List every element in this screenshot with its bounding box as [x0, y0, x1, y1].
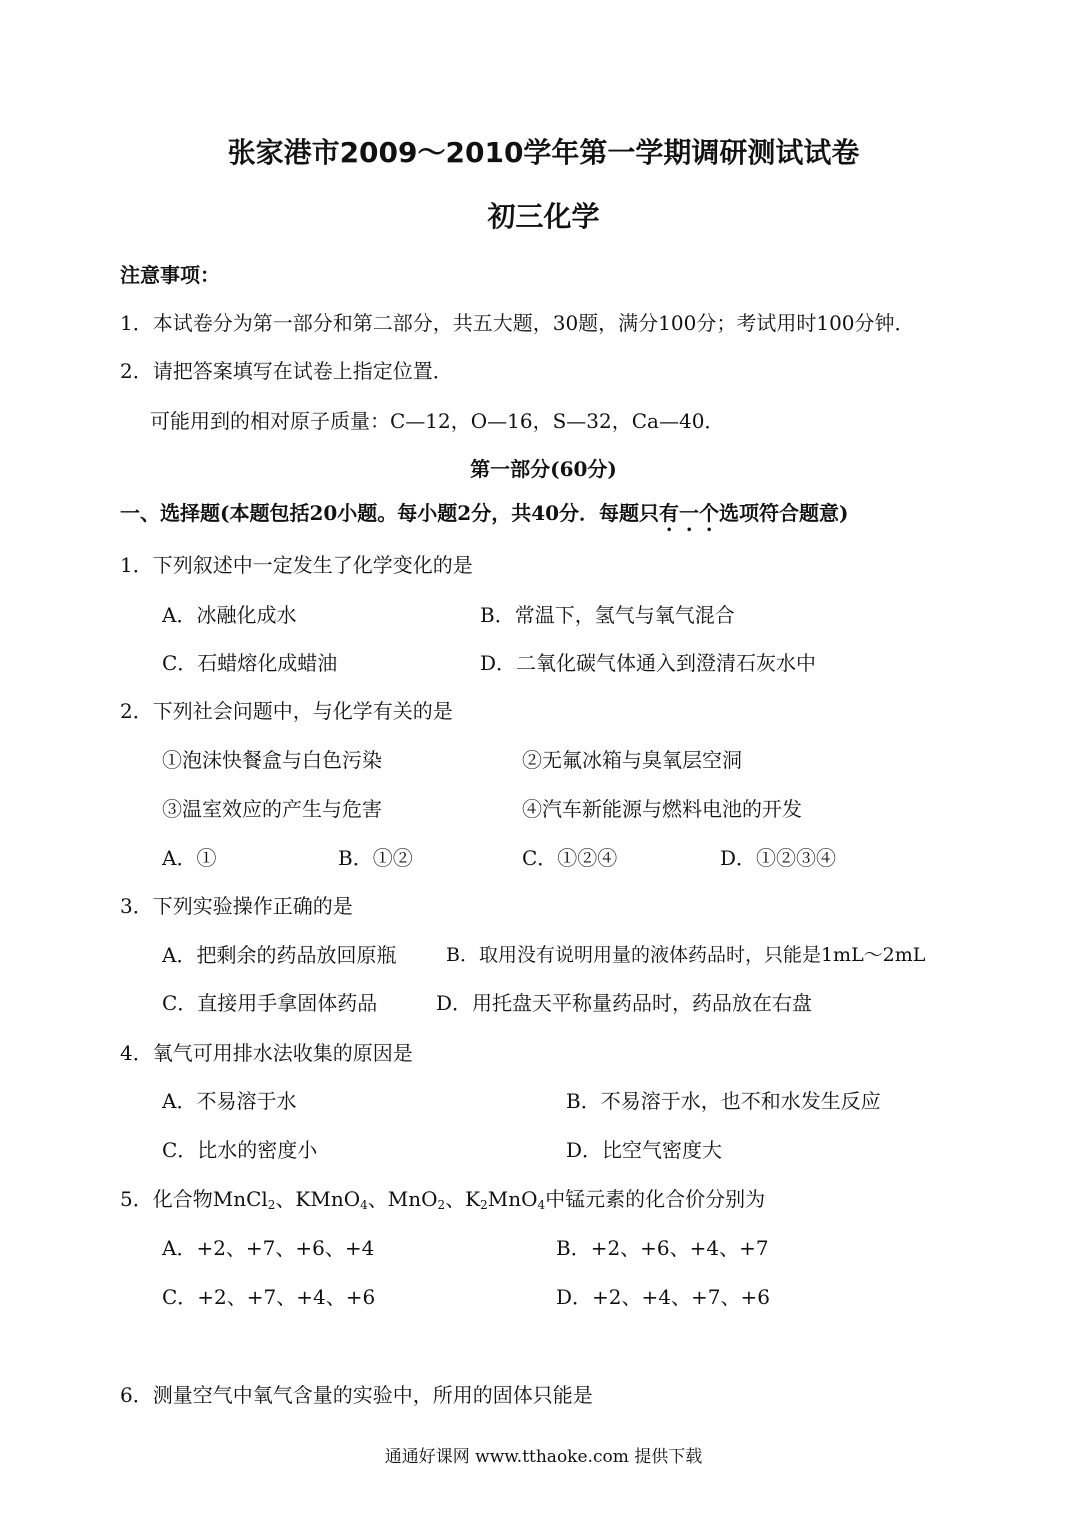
- question-3-option-c: C．直接用手拿固体药品: [162, 991, 378, 1015]
- question-5-stem: [120, 1186, 765, 1212]
- q5-subscript: 2: [437, 1198, 446, 1212]
- q5-subscript: 4: [360, 1198, 368, 1212]
- part-one-heading: 第一部分(60分): [470, 457, 617, 481]
- question-2-option-c: C．①②④: [522, 846, 618, 870]
- question-5-option-b: B．+2、+6、+4、+7: [556, 1236, 769, 1260]
- notice-item-1: 1．本试卷分为第一部分和第二部分，共五大题，30题，满分100分；考试用时100分钟．: [120, 311, 915, 335]
- question-2-statement-1: ①泡沫快餐盒与白色污染: [162, 748, 382, 772]
- question-1-option-a: A．冰融化成水: [162, 603, 297, 627]
- question-4-option-c: C．比水的密度小: [162, 1138, 318, 1162]
- question-1-stem: 1．下列叙述中一定发生了化学变化的是: [120, 553, 473, 577]
- question-2-statement-4: ④汽车新能源与燃料电池的开发: [522, 797, 802, 821]
- question-2-option-b: B．①②: [338, 846, 413, 870]
- section-one-heading: [120, 500, 849, 536]
- q5-stem-part: 5．化合物MnCl: [120, 1187, 268, 1211]
- notice-item-2: 2．请把答案填写在试卷上指定位置．: [120, 359, 453, 383]
- question-3-option-d: D．用托盘天平称量药品时，药品放在右盘: [436, 991, 813, 1015]
- question-1-option-d: D．二氧化碳气体通入到澄清石灰水中: [480, 651, 817, 675]
- question-5-option-d: D．+2、+4、+7、+6: [556, 1285, 770, 1309]
- exam-subtitle: 初三化学: [487, 200, 600, 233]
- q5-stem-part: 中锰元素的化合价分别为: [545, 1187, 766, 1211]
- question-4-option-d: D．比空气密度大: [566, 1138, 723, 1162]
- question-2-stem: 2．下列社会问题中，与化学有关的是: [120, 699, 453, 723]
- q5-subscript: 2: [267, 1198, 276, 1212]
- q5-stem-part: 、K: [445, 1187, 481, 1211]
- question-4-stem: 4．氧气可用排水法收集的原因是: [120, 1041, 413, 1065]
- question-3-option-a: A．把剩余的药品放回原瓶: [162, 943, 397, 967]
- atomic-mass-note: 可能用到的相对原子质量：C—12，O—16，S—32，Ca—40．: [150, 409, 725, 433]
- q5-subscript: 2: [480, 1198, 488, 1212]
- question-2-option-a: A．①: [162, 846, 217, 870]
- question-2-option-d: D．①②③④: [720, 846, 837, 870]
- q5-subscript: 4: [537, 1198, 546, 1212]
- question-3-stem: 3．下列实验操作正确的是: [120, 894, 353, 918]
- q5-stem-part: 、KMnO: [275, 1187, 361, 1211]
- question-5-option-a: A．+2、+7、+6、+4: [162, 1236, 375, 1260]
- question-6-stem: 6．测量空气中氧气含量的实验中，所用的固体只能是: [120, 1383, 593, 1407]
- section-one-heading-prefix: 一、选择题(本题包括20小题。每小题2分，共40分．每题只: [120, 501, 660, 525]
- question-3-option-b: B．取用没有说明用量的液体药品时，只能是1mL～2mL: [446, 944, 926, 966]
- page-footer: 通通好课网 www.tthaoke.com 提供下载: [384, 1447, 703, 1467]
- question-4-option-b: B．不易溶于水，也不和水发生反应: [566, 1089, 881, 1113]
- question-4-option-a: A．不易溶于水: [162, 1089, 297, 1113]
- question-1-option-c: C．石蜡熔化成蜡油: [162, 651, 338, 675]
- question-1-option-b: B．常温下，氢气与氧气混合: [480, 603, 735, 627]
- question-5-option-c: C．+2、+7、+4、+6: [162, 1285, 376, 1309]
- q5-stem-part: 、MnO: [367, 1187, 438, 1211]
- question-2-statement-3: ③温室效应的产生与危害: [162, 797, 382, 821]
- section-one-heading-emphasis: 有一个: [659, 501, 720, 525]
- exam-title: 张家港市2009～2010学年第一学期调研测试试卷: [227, 136, 860, 169]
- section-one-heading-suffix: 选项符合题意): [719, 501, 849, 525]
- question-2-statement-2: ②无氟冰箱与臭氧层空洞: [522, 748, 742, 772]
- notice-heading: 注意事项：: [120, 263, 220, 287]
- q5-stem-part: MnO: [487, 1187, 538, 1211]
